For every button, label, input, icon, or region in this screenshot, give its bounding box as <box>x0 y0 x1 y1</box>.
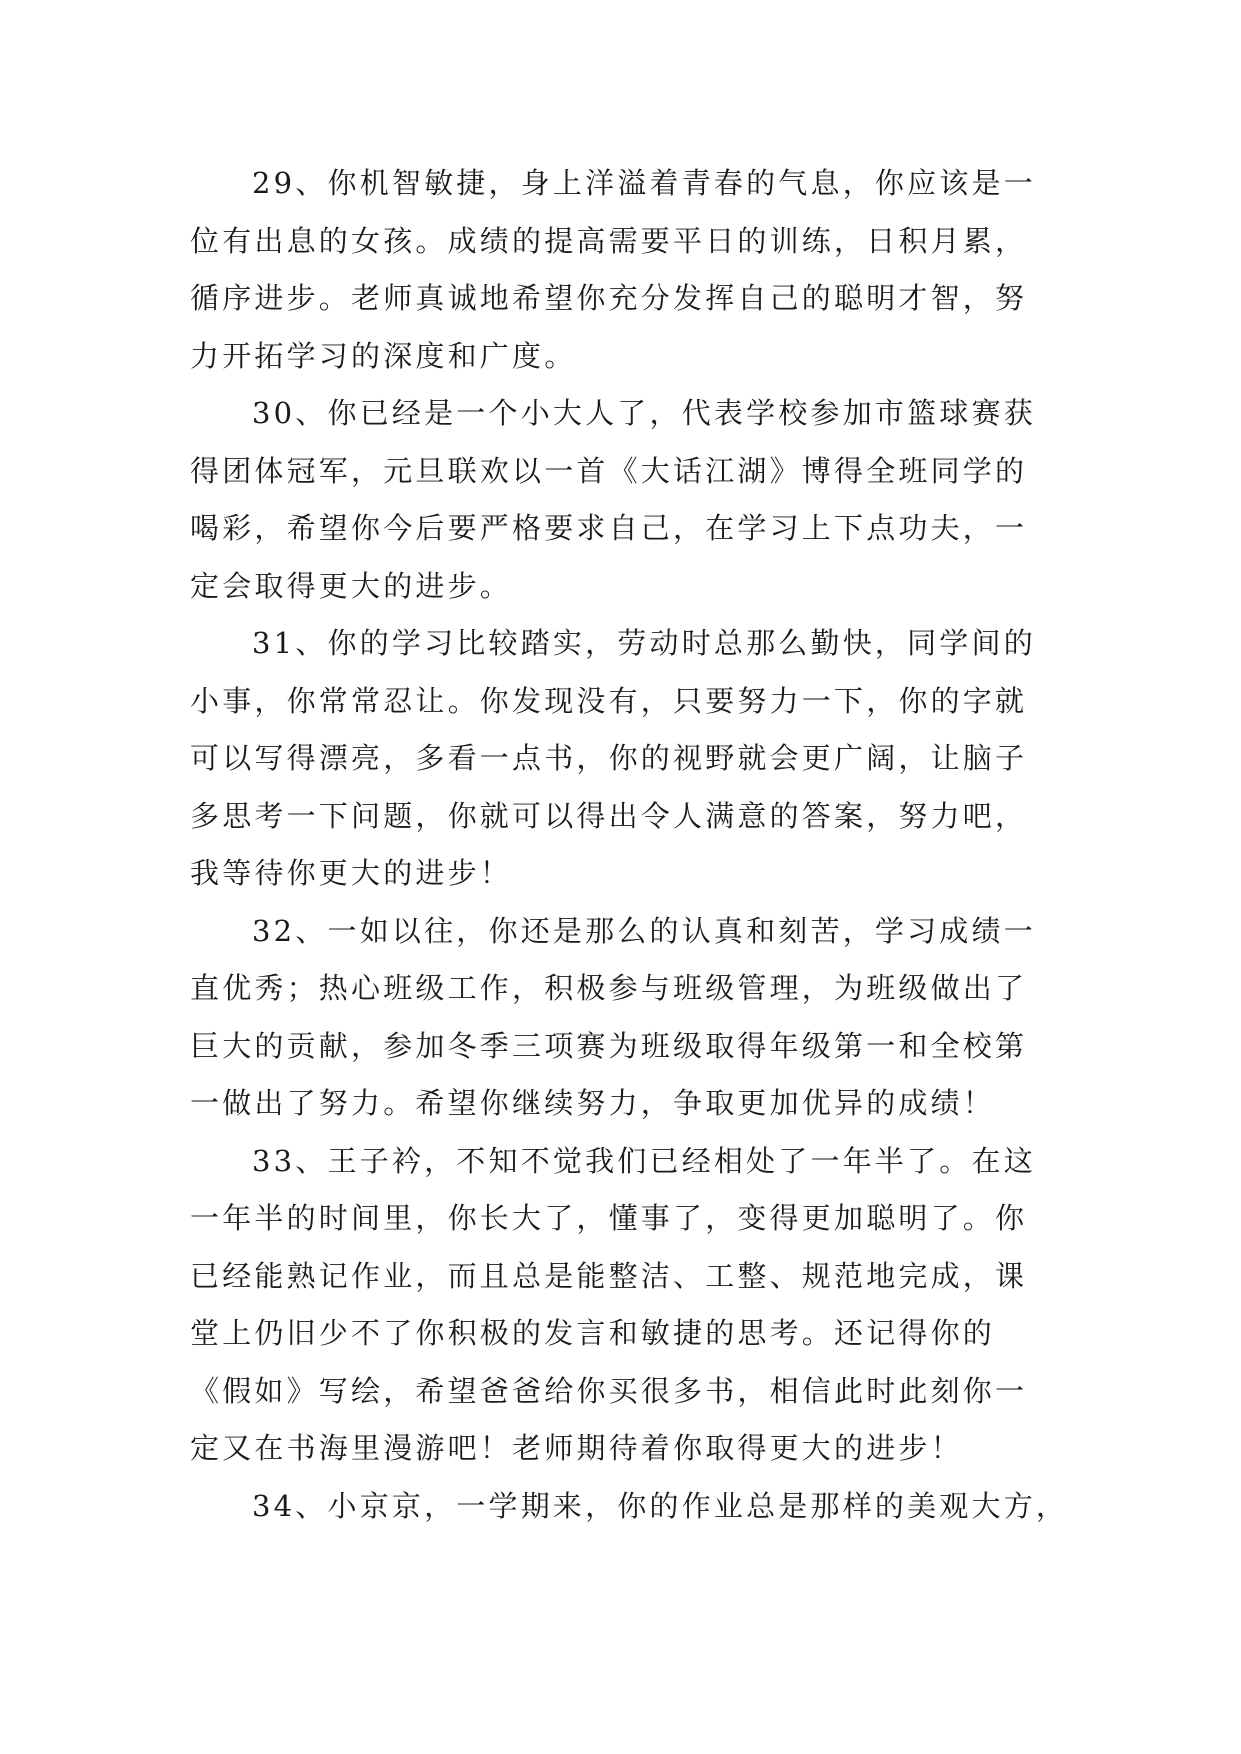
paragraph-30 <box>190 385 1056 615</box>
text-line: 巨大的贡献，参加冬季三项赛为班级取得年级第一和全校第 <box>190 1028 1028 1063</box>
text-line: 32、一如以往，你还是那么的认真和刻苦，学习成绩一 <box>252 913 1036 948</box>
text-line: 定会取得更大的进步。 <box>190 568 513 603</box>
paragraph-33 <box>190 1133 1056 1478</box>
text-line: 一年半的时间里，你长大了，懂事了，变得更加聪明了。你 <box>190 1201 1028 1235</box>
paragraph-34 <box>190 1478 1069 1536</box>
text-line: 小事，你常常忍让。你发现没有，只要努力一下，你的字就 <box>190 683 1028 718</box>
text-line: 定又在书海里漫游吧！老师期待着你取得更大的进步！ <box>190 1431 963 1465</box>
paragraph-32 <box>190 903 1056 1133</box>
text-line: 直优秀；热心班级工作，积极参与班级管理，为班级做出了 <box>190 971 1028 1005</box>
text-line: 一做出了努力。希望你继续努力，争取更加优异的成绩！ <box>190 1086 996 1120</box>
text-line: 多思考一下问题，你就可以得出令人满意的答案，努力吧， <box>190 798 1028 833</box>
text-line: 《假如》写绘，希望爸爸给你买很多书，相信此时此刻你一 <box>190 1373 1028 1408</box>
text-line: 堂上仍旧少不了你积极的发言和敏捷的思考。还记得你的 <box>190 1316 996 1350</box>
text-line: 31、你的学习比较踏实，劳动时总那么勤快，同学间的 <box>252 626 1036 660</box>
text-line: 可以写得漂亮，多看一点书，你的视野就会更广阔，让脑子 <box>190 741 1028 775</box>
text-line: 得团体冠军，元旦联欢以一首《大话江湖》博得全班同学的 <box>190 453 1028 488</box>
text-line: 34、小京京，一学期来，你的作业总是那样的美观大方， <box>252 1488 1069 1523</box>
text-line: 30、你已经是一个小大人了，代表学校参加市篮球赛获 <box>252 396 1036 430</box>
text-line: 我等待你更大的进步！ <box>190 856 513 890</box>
text-line: 喝彩，希望你今后要严格要求自己，在学习上下点功夫，一 <box>190 511 1028 545</box>
text-line: 33、王子衿，不知不觉我们已经相处了一年半了。在这 <box>252 1143 1036 1178</box>
text-line: 已经能熟记作业，而且总是能整洁、工整、规范地完成，课 <box>190 1258 1028 1293</box>
text-line: 循序进步。老师真诚地希望你充分发挥自己的聪明才智，努 <box>190 281 1028 315</box>
paragraph-31 <box>190 615 1056 903</box>
text-line: 力开拓学习的深度和广度。 <box>190 338 577 373</box>
text-line: 29、你机智敏捷，身上洋溢着青春的气息，你应该是一 <box>252 166 1036 200</box>
paragraph-29 <box>190 155 1056 385</box>
document-body <box>190 155 1069 1535</box>
text-line: 位有出息的女孩。成绩的提高需要平日的训练，日积月累， <box>190 223 1028 258</box>
